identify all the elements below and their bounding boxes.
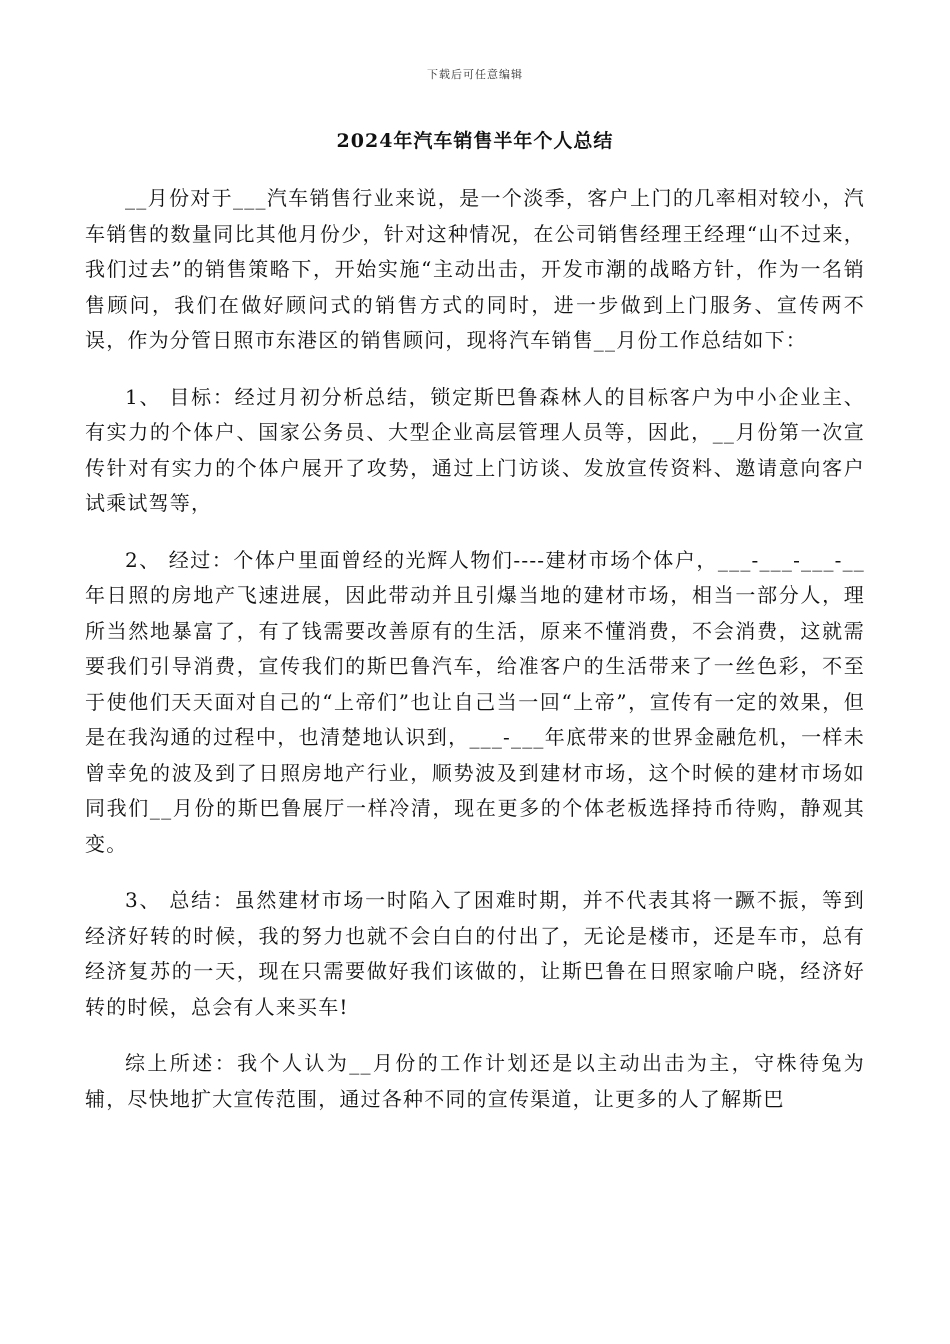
paragraph-goal: 1、 目标：经过月初分析总结，锁定斯巴鲁森林人的目标客户为中小企业主、有实力的个体户、国家公务员、大型企业高层管理人员等，因此，__月份第一次宣传针对有实力的个体户展开了攻势，通过上门访谈、发放宣传资料、邀请意向客户试乘试驾等，	[85, 384, 865, 515]
paragraph-intro: __月份对于___汽车销售行业来说，是一个淡季，客户上门的几率相对较小，汽车销售的数量同比其他月份少，针对这种情况，在公司销售经理王经理“山不过来，我们过去”的销售策略下，开始实施“主动出击，开发市潮的战略方针，作为一名销售顾问，我们在做好顾问式的销售方式的同时，进一步做到上门服务、宣传两不误，作为分管日照市东港区的销售顾问，现将汽车销售__月份工作总结如下：	[85, 186, 865, 352]
document-body	[85, 181, 865, 1117]
document-title: 2024年汽车销售半年个人总结	[336, 130, 614, 152]
header-note: 下载后可任意编辑	[427, 68, 523, 81]
paragraph-process: 2、 经过：个体户里面曾经的光辉人物们----建材市场个体户，___-___-___-__年日照的房地产飞速进展，因此带动并且引爆当地的建材市场，相当一部分人，理所当然地暴富了，有了钱需要改善原有的生活，原来不懂消费，不会消费，这就需要我们引导消费，宣传我们的斯巴鲁汽车，给准客户的生活带来了一丝色彩，不至于使他们天天面对自己的“上帝们”也让自己当一回“上帝”，宣传有一定的效果，但是在我沟通的过程中，也清楚地认识到，___-___年底带来的世界金融危机，一样未曾幸免的波及到了日照房地产行业，顺势波及到建材市场，这个时候的建材市场如同我们__月份的斯巴鲁展厅一样冷清，现在更多的个体老板选择持币待购，静观其变。	[85, 547, 865, 856]
paragraph-conclusion: 综上所述：我个人认为__月份的工作计划还是以主动出击为主，守株待兔为辅，尽快地扩大宣传范围，通过各种不同的宣传渠道，让更多的人了解斯巴	[85, 1051, 865, 1111]
paragraph-summary: 3、 总结：虽然建材市场一时陷入了困难时期，并不代表其将一蹶不振，等到经济好转的时候，我的努力也就不会白白的付出了，无论是楼市，还是车市，总有经济复苏的一天，现在只需要做好我们该做的，让斯巴鲁在日照家喻户晓，经济好转的时候，总会有人来买车!	[85, 888, 865, 1019]
